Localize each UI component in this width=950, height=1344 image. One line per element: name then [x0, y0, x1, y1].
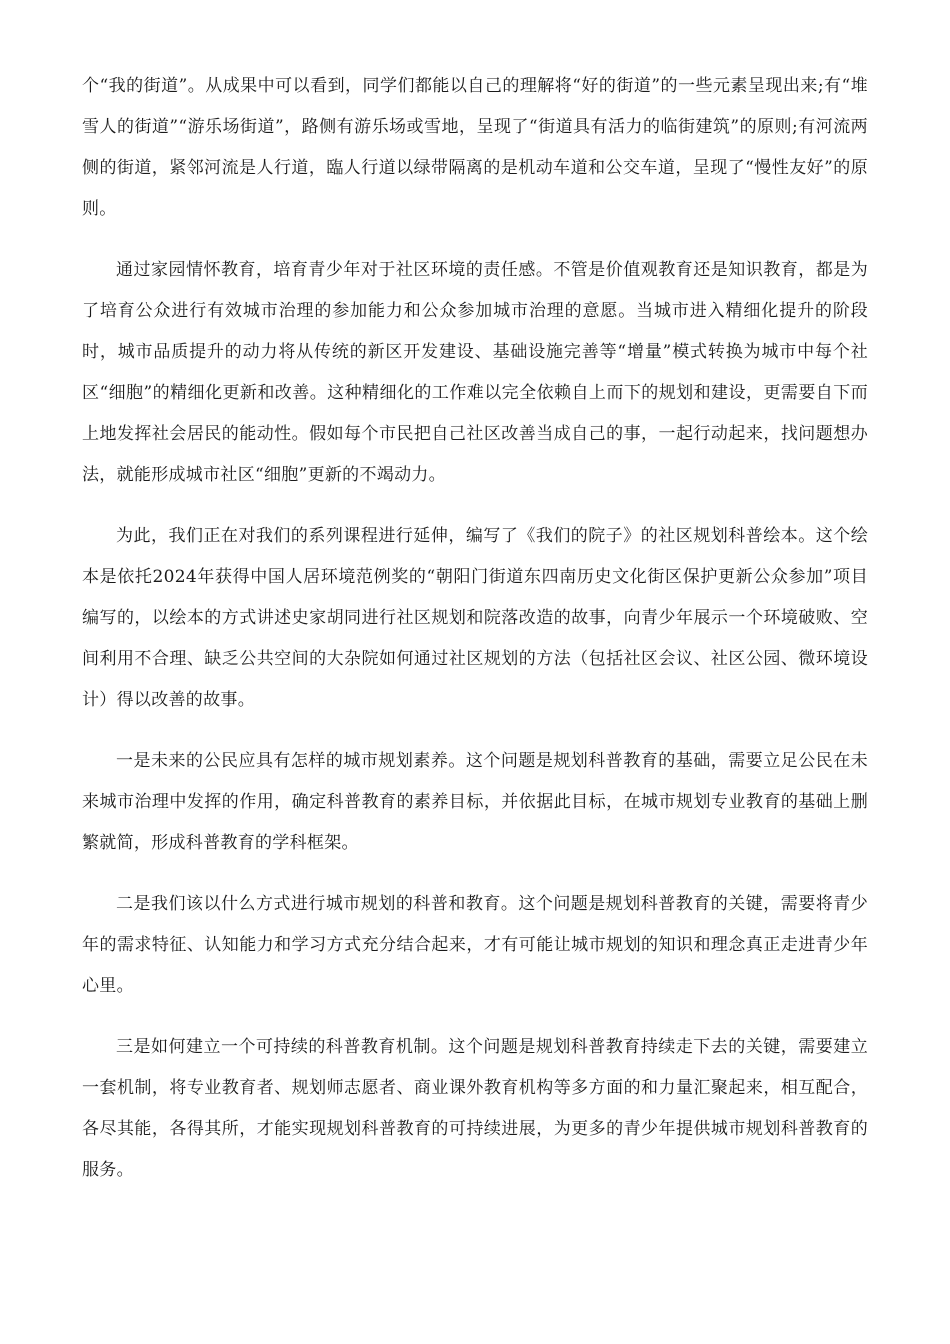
paragraph-question-three: 三是如何建立一个可持续的科普教育机制。这个问题是规划科普教育持续走下去的关键，需要建立一套机制，将专业教育者、规划师志愿者、商业课外教育机构等多方面的和力量汇聚起来，相互配合，各尽其能，各得其所，才能实现规划科普教育的可持续进展，为更多的青少年提供城市规划科普教育的服务。 [82, 1037, 868, 1180]
paragraph-continued: 个“我的街道”。从成果中可以看到，同学们都能以自己的理解将“好的街道”的一些元素呈现出来;有“堆雪人的街道”“游乐场街道”，路侧有游乐场或雪地，呈现了“街道具有活力的临街建筑”的原则;有河流两侧的街道，紧邻河流是人行道，臨人行道以绿带隔离的是机动车道和公交车道，呈现了“慢性友好”的原则。 [82, 76, 868, 219]
document-body [82, 66, 868, 1211]
paragraph-community-responsibility: 通过家园情怀教育，培育青少年对于社区环境的责任感。不管是价值观教育还是知识教育，都是为了培育公众进行有效城市治理的参加能力和公众参加城市治理的意愿。当城市进入精细化提升的阶段时，城市品质提升的动力将从传统的新区开发建设、基础设施完善等“增量”模式转换为城市中每个社区“细胞”的精细化更新和改善。这种精细化的工作难以完全依赖自上而下的规划和建设，更需要自下而上地发挥社会居民的能动性。假如每个市民把自己社区改善当成自己的事，一起行动起来，找问题想办法，就能形成城市社区“细胞”更新的不竭动力。 [82, 260, 868, 485]
paragraph-question-two: 二是我们该以什么方式进行城市规划的科普和教育。这个问题是规划科普教育的关键，需要将青少年的需求特征、认知能力和学习方式充分结合起来，才有可能让城市规划的知识和理念真正走进青少年心里。 [82, 894, 868, 996]
paragraph-picture-book: 为此，我们正在对我们的系列课程进行延伸，编写了《我们的院子》的社区规划科普绘本。这个绘本是依托2024年获得中国人居环境范例奖的“朝阳门街道东四南历史文化街区保护更新公众参加”项目编写的，以绘本的方式讲述史家胡同进行社区规划和院落改造的故事，向青少年展示一个环境破败、空间利用不合理、缺乏公共空间的大杂院如何通过社区规划的方法（包括社区会议、社区公园、微环境设计）得以改善的故事。 [82, 526, 868, 710]
paragraph-question-one: 一是未来的公民应具有怎样的城市规划素养。这个问题是规划科普教育的基础，需要立足公民在未来城市治理中发挥的作用，确定科普教育的素养目标，并依据此目标，在城市规划专业教育的基础上删繁就简，形成科普教育的学科框架。 [82, 751, 868, 853]
